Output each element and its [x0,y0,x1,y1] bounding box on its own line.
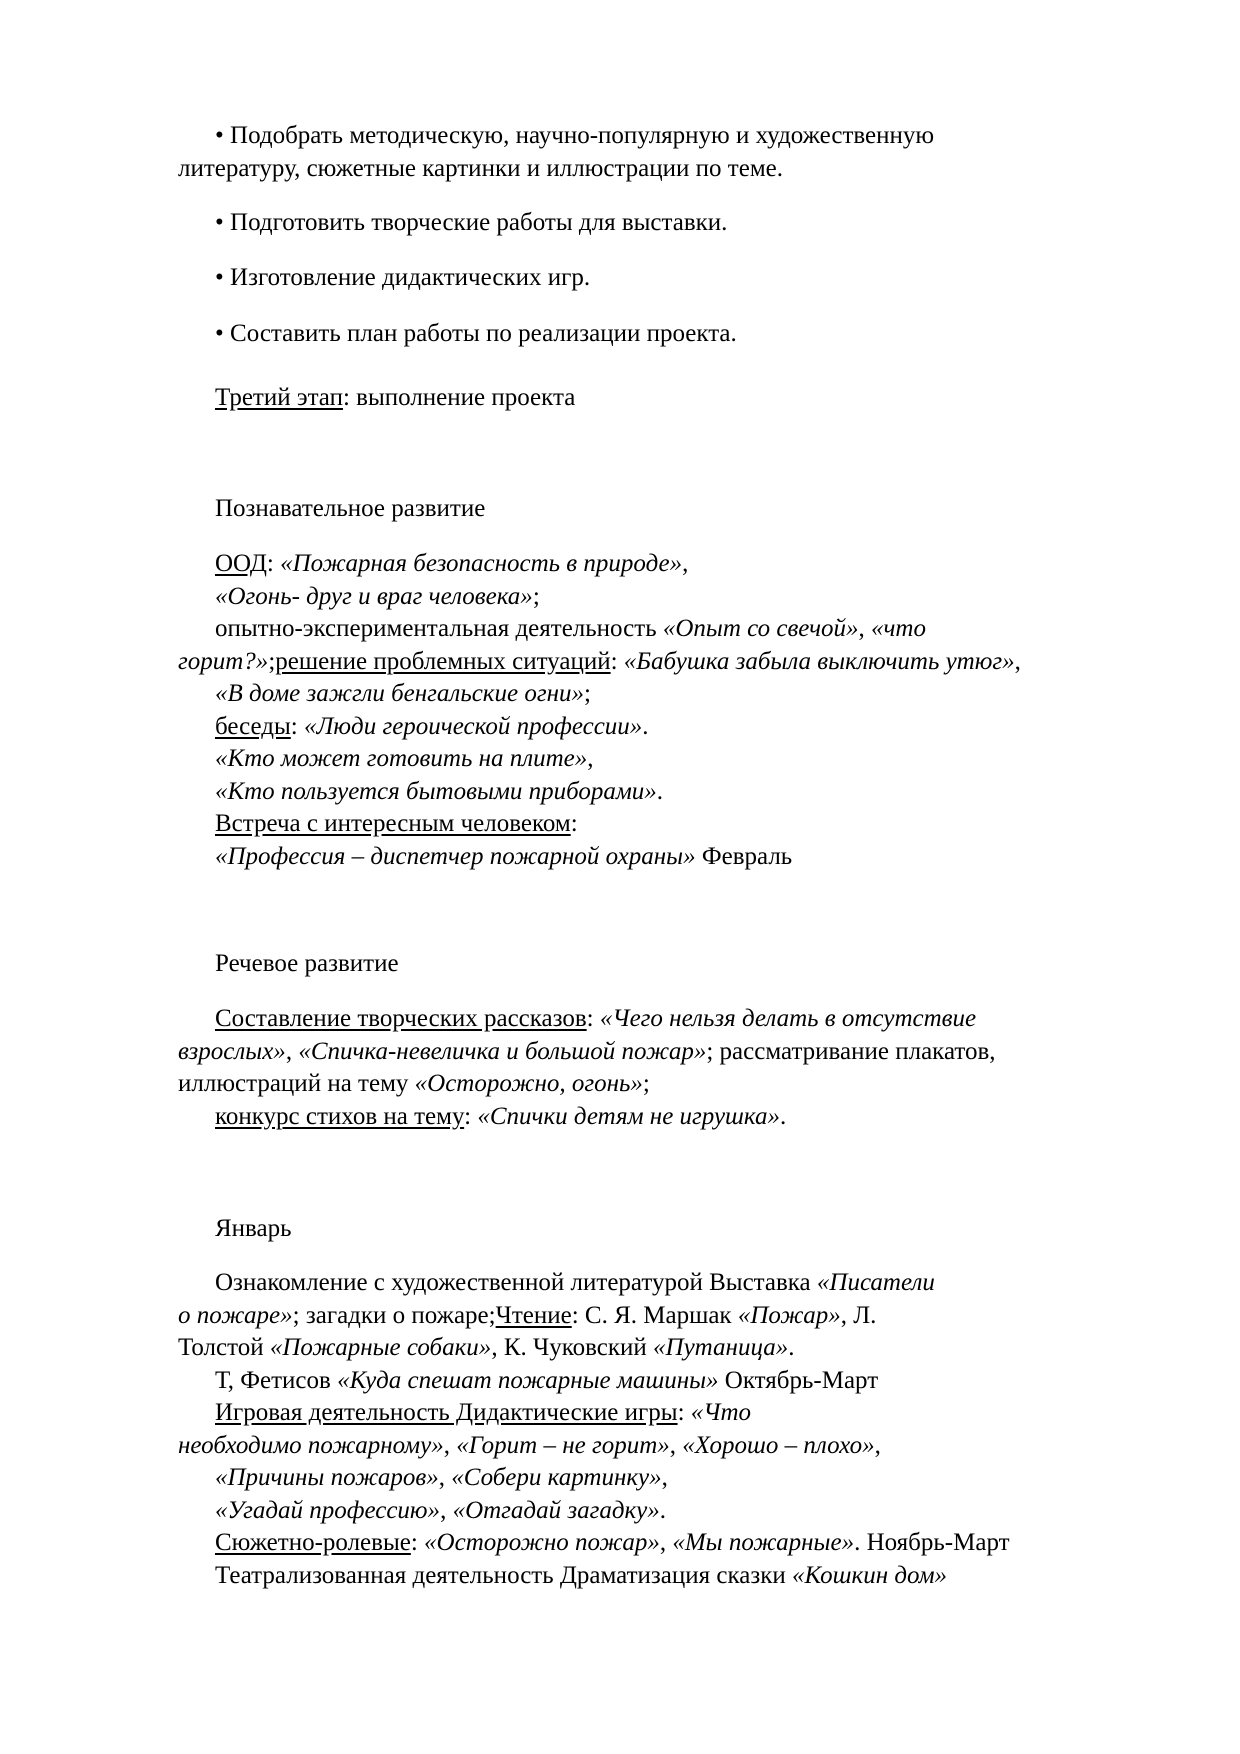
stage-3-label: Третий этап [215,384,343,411]
january-line-3: Толстой «Пожарные собаки», К. Чуковский «Путаница». [178,1334,795,1361]
prep-item-2 [178,207,1138,240]
january-line-9: Сюжетно-ролевые: «Осторожно пожар», «Мы пожарные». Ноябрь-Март [215,1529,1010,1556]
january-line-4: Т, Фетисов «Куда спешат пожарные машины» Октябрь-Март [215,1366,879,1394]
bullet: • [215,320,224,347]
bullet: • [215,209,224,236]
prep-item-4 [178,318,1138,351]
prep-item-1 [178,120,1138,185]
january-line-1: Ознакомление с художественной литературой Выставка «Писатели [215,1269,935,1296]
cognitive-line-5: «В доме зажгли бенгальские огни»; [215,680,591,707]
speech-heading: Речевое развитие [215,950,399,977]
prep-item-3-text: Изготовление дидактических игр. [230,264,591,291]
prep-item-1-text: Подобрать методическую, научно-популярную и художественную [230,122,935,149]
january-line-8: «Угадай профессию», «Отгадай загадку». [215,1496,667,1524]
january-line-7: «Причины пожаров», «Собери картинку», [215,1464,668,1491]
prep-item-4-text: Составить план работы по реализации проекта. [230,320,737,347]
cognitive-heading: Познавательное развитие [215,495,486,522]
january-line-5: Игровая деятельность Дидактические игры: «Что [215,1399,752,1426]
cognitive-line-1: ООД: «Пожарная безопасность в природе», [215,550,689,577]
cognitive-line-3: опытно-экспериментальная деятельность «Опыт со свечой», «что [215,615,926,642]
january-line-2: о пожаре»; загадки о пожаре;Чтение: С. Я. Маршак «Пожар», Л. [178,1301,877,1329]
stage-3-line [178,382,1138,415]
bullet: • [215,122,224,149]
cognitive-line-4: горит?»;решение проблемных ситуаций: «Бабушка забыла выключить утюг», [178,647,1021,675]
prep-item-1-line-2: литературу, сюжетные картинки и иллюстрации по теме. [178,154,783,182]
january-heading: Январь [215,1215,292,1242]
january-line-6: необходимо пожарному», «Горит – не горит», «Хорошо – плохо», [178,1431,881,1459]
prep-item-2-text: Подготовить творческие работы для выставки. [230,209,728,236]
cognitive-line-7: «Кто может готовить на плите», [215,745,594,772]
speech-line-4: конкурс стихов на тему: «Спички детям не игрушка». [215,1102,787,1130]
bullet: • [215,264,224,291]
january-line-10: Театрализованная деятельность Драматизация сказки «Кошкин дом» [215,1561,948,1589]
cognitive-line-8: «Кто пользуется бытовыми приборами». [215,777,664,805]
cognitive-line-6: беседы: «Люди героической профессии». [215,712,649,740]
speech-line-2: взрослых», «Спичка-невеличка и большой пожар»; рассматривание плакатов, [178,1037,996,1065]
prep-item-3 [178,262,1138,295]
prep-item-1-line-1 [178,120,1138,153]
cognitive-line-2: «Огонь- друг и враг человека»; [215,582,540,610]
cognitive-section [178,548,1138,873]
cognitive-line-9: Встреча с интересным человеком: [215,810,578,837]
speech-section [178,1003,1138,1133]
cognitive-line-10: «Профессия – диспетчер пожарной охраны» Февраль [215,842,793,870]
speech-line-3: иллюстраций на тему «Осторожно, огонь»; [178,1070,650,1097]
january-section [178,1267,1138,1592]
speech-line-1: Составление творческих рассказов: «Чего нельзя делать в отсутствие [215,1005,977,1032]
stage-3-text: : выполнение проекта [342,384,576,411]
